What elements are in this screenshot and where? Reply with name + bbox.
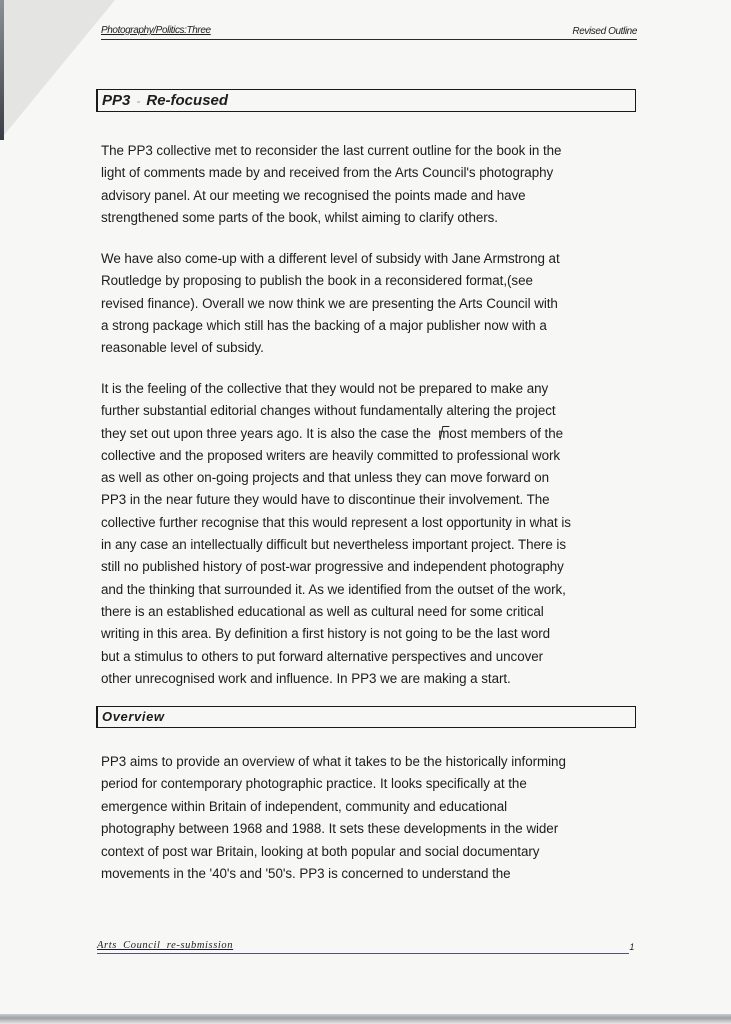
section-heading-text <box>102 92 228 109</box>
handwritten-correction-mark <box>431 423 438 445</box>
header-section-label: Revised Outline <box>572 26 637 37</box>
running-footer <box>97 940 635 954</box>
text-line: advisory panel. At our meeting we recognised the points made and have <box>101 187 526 203</box>
header-document-title: Photography/Politics:Three <box>101 25 211 36</box>
text-line: movements in the '40's and '50's. PP3 is concerned to understand the <box>101 866 511 882</box>
text-line-end: most members of the <box>438 425 564 441</box>
section-heading-refocused <box>96 89 636 112</box>
text-line: in any case an intellectually difficult but nevertheless important project. There is <box>101 537 566 553</box>
text-line: Routledge by proposing to publish the book in a reconsidered format,(see <box>101 273 533 289</box>
text-line: PP3 in the near future they would have to discontinue their involvement. The <box>101 492 550 508</box>
heading-refocused: Re-focused <box>146 92 229 109</box>
paragraph <box>101 751 641 885</box>
paragraph <box>101 140 641 229</box>
paragraph <box>101 378 641 690</box>
text-line: as well as other on-going projects and that unless they can move forward on <box>101 470 550 486</box>
section-heading-overview <box>96 706 636 728</box>
text-line: The PP3 collective met to reconsider the last current outline for the book in the <box>101 143 562 158</box>
text-line: photography between 1968 and 1988. It sets these developments in the wider <box>101 821 559 837</box>
page-number: 1 <box>629 942 635 952</box>
text-line: context of post war Britain, looking at both popular and social documentary <box>101 843 540 859</box>
text-line: still no published history of post-war progressive and independent photography <box>101 559 564 575</box>
scanner-bottom-edge <box>0 1014 731 1024</box>
paragraph <box>101 248 641 359</box>
text-line: a strong package which still has the backing of a major publisher now with a <box>101 317 547 333</box>
text-line: PP3 aims to provide an overview of what it takes to be the historically informing <box>101 754 566 769</box>
text-line: period for contemporary photographic practice. It looks specifically at the <box>101 776 527 792</box>
text-line: We have also come-up with a different level of subsidy with Jane Armstrong at <box>101 251 560 266</box>
text-line: reasonable level of subsidy. <box>101 340 264 356</box>
text-line: writing in this area. By definition a first history is not going to be the last word <box>101 626 551 642</box>
text-line: collective and the proposed writers are heavily committed to professional work <box>101 447 561 463</box>
text-line: further substantial editorial changes without fundamentally altering the project <box>101 403 556 419</box>
text-line <box>101 423 641 445</box>
section-heading-text: Overview <box>102 709 165 724</box>
text-line: and the thinking that surrounded it. As we identified from the outset of the work, <box>101 581 566 597</box>
text-line: strengthened some parts of the book, whilst aiming to clarify others. <box>101 209 498 225</box>
folded-corner <box>0 0 115 140</box>
heading-pp3: PP3 <box>102 92 131 109</box>
text-line: collective further recognise that this would represent a lost opportunity in what is <box>101 514 571 530</box>
text-line: emergence within Britain of independent, community and educational <box>101 798 508 814</box>
running-header <box>101 25 637 40</box>
folded-corner-shadow <box>0 0 4 140</box>
text-line: there is an established educational as well as cultural need for some critical <box>101 603 544 619</box>
text-line: other unrecognised work and influence. In PP3 we are making a start. <box>101 670 511 686</box>
text-line: It is the feeling of the collective that they would not be prepared to make any <box>101 381 549 396</box>
text-line: but a stimulus to others to put forward alternative perspectives and uncover <box>101 648 544 664</box>
heading-separator: - <box>136 94 141 108</box>
footer-label: Arts Council re-submission <box>97 940 234 951</box>
text-line-start: they set out upon three years ago. It is also the case the <box>101 425 431 441</box>
text-line: revised finance). Overall we now think we are presenting the Arts Council with <box>101 295 558 311</box>
text-line: light of comments made by and received from the Arts Council's photography <box>101 165 554 181</box>
